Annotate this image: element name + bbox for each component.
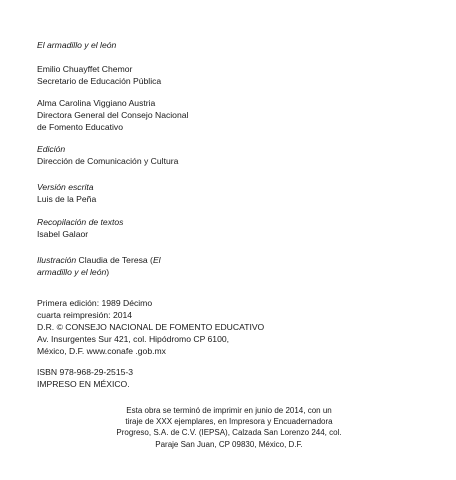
colophon-line2: tiraje de XXX ejemplares, en Impresora y Encuadernadora xyxy=(125,417,333,427)
director-block xyxy=(37,97,437,133)
director-name: Alma Carolina Viggiano Austria xyxy=(37,98,156,108)
colophon-line4: Paraje San Juan, CP 09830, México, D.F. xyxy=(155,439,303,449)
compilation-label: Recopilación de textos xyxy=(37,217,124,227)
isbn-block xyxy=(37,366,437,390)
director-role-line1: Directora General del Consejo Nacional xyxy=(37,110,189,120)
colophon-line3: Progreso, S.A. de C.V. (IEPSA), Calzada San Lorenzo 244, col. xyxy=(116,428,342,438)
written-value: Luis de la Peña xyxy=(37,194,97,204)
secretary-role: Secretario de Educación Pública xyxy=(37,76,162,86)
publication-line1: Primera edición: 1989 Décimo xyxy=(37,298,153,308)
book-title: El armadillo y el león xyxy=(37,40,117,50)
director-role-line2: de Fomento Educativo xyxy=(37,122,123,132)
colophon xyxy=(38,405,420,450)
edition-value: Dirección de Comunicación y Cultura xyxy=(37,156,179,166)
compilation-block xyxy=(37,216,437,240)
illustration-close: ) xyxy=(106,267,110,277)
compilation-value: Isabel Galaor xyxy=(37,229,89,239)
written-label: Versión escrita xyxy=(37,182,94,192)
isbn-number: ISBN 978-968-29-2515-3 xyxy=(37,367,134,377)
book-title-block xyxy=(37,39,437,51)
secretary-name: Emilio Chuayffet Chemor xyxy=(37,64,133,74)
publication-block xyxy=(37,297,437,357)
publication-line4: Av. Insurgentes Sur 421, col. Hipódromo CP 6100, xyxy=(37,334,230,344)
publication-line3: D.R. © CONSEJO NACIONAL DE FOMENTO EDUCATIVO xyxy=(37,322,265,332)
illustration-label: Ilustración xyxy=(37,255,77,265)
illustration-block xyxy=(37,254,437,278)
publication-line2: cuarta reimpresión: 2014 xyxy=(37,310,133,320)
illustration-work-b: armadillo y el león xyxy=(37,267,107,277)
written-block xyxy=(37,181,437,205)
secretary-block xyxy=(37,63,437,87)
printed-in: IMPRESO EN MÉXICO. xyxy=(37,379,130,389)
publication-line5: México, D.F. www.conafe .gob.mx xyxy=(37,346,166,356)
edition-block xyxy=(37,143,437,167)
illustration-artist: Claudia de Teresa ( xyxy=(76,255,153,265)
colophon-line1: Esta obra se terminó de imprimir en junio de 2014, con un xyxy=(126,406,332,415)
edition-label: Edición xyxy=(37,144,66,154)
illustration-work-a: El xyxy=(152,255,161,265)
